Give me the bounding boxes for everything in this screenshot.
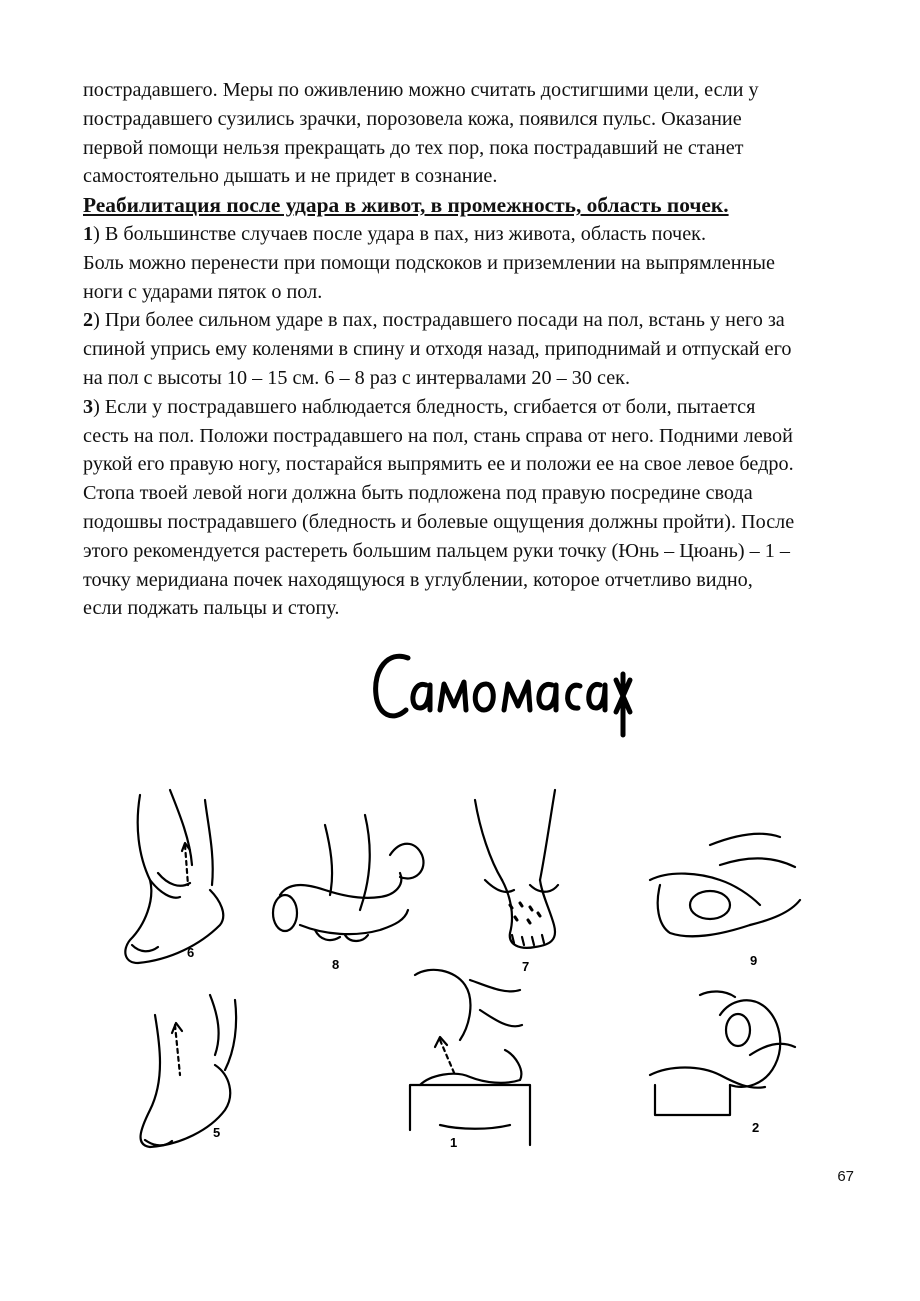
figure-label: 8 <box>332 957 340 972</box>
figure-7-drawing <box>475 790 558 948</box>
text-line: первой помощи нельзя прекращать до тех пор, пока пострадавший не станет <box>83 136 744 159</box>
item-1 <box>83 220 873 249</box>
self-massage-illustrations <box>110 785 870 1155</box>
text-line: самостоятельно дышать и не придет в сознание. <box>83 165 498 188</box>
handwritten-title-image <box>368 640 638 745</box>
figure-label: 6 <box>187 945 195 960</box>
figure-8-drawing <box>273 815 423 941</box>
item-3 <box>83 393 873 422</box>
text-line: спиной упрись ему коленями в спину и отходя назад, приподнимай и отпускай его <box>83 338 792 361</box>
figure-label: 9 <box>750 953 758 968</box>
figure-label: 1 <box>450 1135 458 1150</box>
text-line: сесть на пол. Положи пострадавшего на пол, стань справа от него. Подними левой <box>83 424 793 447</box>
figure-label: 5 <box>213 1125 221 1140</box>
text-line: пострадавшего. Меры по оживлению можно считать достигшими цели, если у <box>83 79 759 101</box>
figure-1-drawing <box>410 970 530 1145</box>
text-line: точку меридиана почек находящуюся в углублении, которое отчетливо видно, <box>83 568 753 591</box>
item-number: 1 <box>83 222 94 245</box>
text-line: Стопа твоей левой ноги должна быть подложена под правую посредине свода <box>83 482 753 505</box>
figure-2-drawing <box>650 991 795 1115</box>
item-text: ) В большинстве случаев после удара в пах, низ живота, область почек. <box>93 222 707 245</box>
figure-label: 2 <box>752 1120 760 1135</box>
figure-label: 7 <box>522 959 530 974</box>
figure-9-drawing <box>650 834 800 937</box>
item-number: 2 <box>83 309 94 332</box>
text-line: подошвы пострадавшего (бледность и болевые ощущения должны пройти). После <box>83 510 795 533</box>
page-number: 67 <box>837 1168 854 1185</box>
section-heading: Реабилитация после удара в живот, в промежность, область почек. <box>83 193 729 218</box>
text-line: Боль можно перенести при помощи подскоков и приземлении на выпрямленные <box>83 251 775 274</box>
text-line: ноги с ударами пяток о пол. <box>83 280 323 303</box>
item-number: 3 <box>83 395 94 418</box>
figure-5-drawing <box>141 995 237 1147</box>
item-text: ) Если у пострадавшего наблюдается бледность, сгибается от боли, пытается <box>93 395 756 418</box>
text-line: на пол с высоты 10 – 15 см. 6 – 8 раз с интервалами 20 – 30 сек. <box>83 366 631 389</box>
text-line: пострадавшего сузились зрачки, порозовела кожа, появился пульс. Оказание <box>83 107 742 130</box>
item-text: ) При более сильном ударе в пах, пострадавшего посади на пол, встань у него за <box>93 309 785 332</box>
text-line: если поджать пальцы и стопу. <box>83 597 340 620</box>
figure-6-drawing <box>125 790 223 963</box>
page-text <box>83 76 873 623</box>
text-line: этого рекомендуется растереть большим пальцем руки точку (Юнь – Цюань) – 1 – <box>83 539 790 562</box>
item-2 <box>83 306 873 335</box>
text-line: рукой его правую ногу, постарайся выпрямить ее и положи ее на свое левое бедро. <box>83 453 794 476</box>
